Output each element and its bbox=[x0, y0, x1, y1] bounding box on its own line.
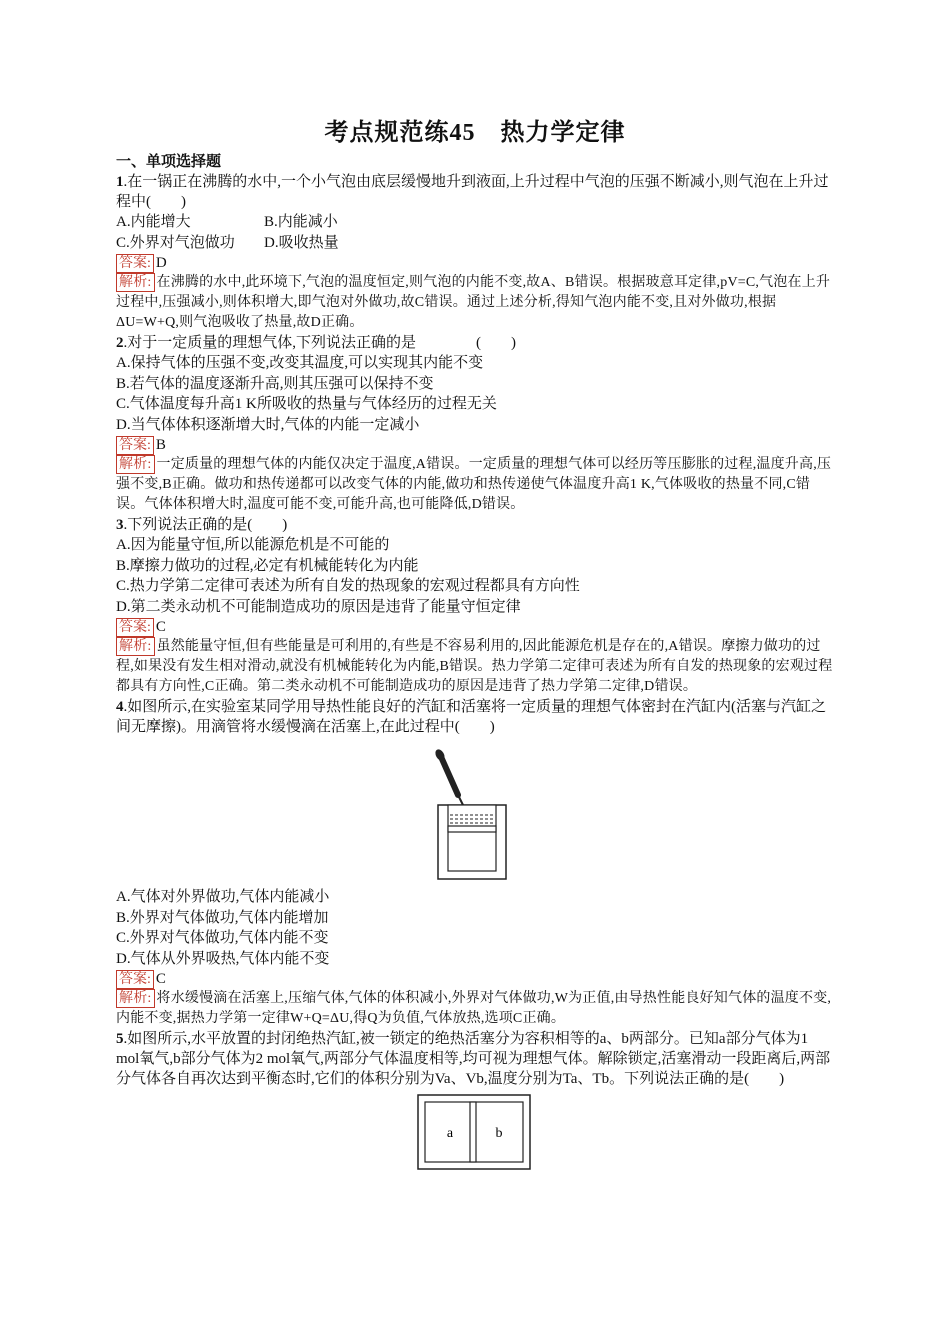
page-title: 考点规范练45 热力学定律 bbox=[324, 120, 626, 146]
explanation-text: 将水缓慢滴在活塞上,压缩气体,气体的体积减小,外界对气体做功,W为正值,由导热性能良好知气体的温度不变,内能不变,据热力学第一定律W+Q=ΔU,得Q为负值,气体放热,选项C正确。 bbox=[116, 991, 832, 1026]
option-b: B.内能减小 bbox=[264, 214, 338, 230]
question-2 bbox=[116, 333, 834, 515]
horizontal-cylinder-diagram bbox=[116, 1093, 834, 1173]
analysis-tag: 解析: bbox=[116, 455, 155, 474]
question-number: 1 bbox=[116, 174, 124, 190]
option-b: B.外界对气体做功,气体内能增加 bbox=[116, 909, 329, 926]
question-stem: .在一锅正在沸腾的水中,一个小气泡由底层缓慢地升到液面,上升过程中气泡的压强不断减小,则气泡在上升过程中( ) bbox=[116, 174, 829, 210]
piston bbox=[470, 1102, 476, 1162]
question-stem: .对于一定质量的理想气体,下列说法正确的是 ( ) bbox=[123, 335, 516, 351]
chamber-a-label: a bbox=[446, 1126, 454, 1141]
section-heading: 一、单项选择题 bbox=[116, 154, 222, 170]
question-5 bbox=[116, 1029, 834, 1173]
question-number: 3 bbox=[116, 517, 124, 533]
worksheet-page bbox=[116, 112, 834, 1177]
option-d: D.气体从外界吸热,气体内能不变 bbox=[116, 950, 330, 967]
option-c: C.外界对气泡做功 bbox=[116, 234, 235, 251]
analysis-tag: 解析: bbox=[116, 989, 155, 1008]
explanation-text: 在沸腾的水中,此环境下,气泡的温度恒定,则气泡的内能不变,故A、B错误。根据玻意耳定律,pV=C,气泡在上升过程中,压强减小,则体积增大,即气泡对外做功,故C错误。通过上述分析,得知气泡内能不变,且对外做功,根据ΔU=W+Q,则气泡吸收了热量,故D正确。 bbox=[116, 275, 831, 330]
question-stem: .如图所示,在实验室某同学用导热性能良好的汽缸和活塞将一定质量的理想气体密封在汽缸内(活塞与汽缸之间无摩擦)。用滴管将水缓慢滴在活塞上,在此过程中( ) bbox=[116, 699, 826, 735]
analysis-tag: 解析: bbox=[116, 637, 155, 656]
question-number: 4 bbox=[116, 699, 124, 715]
answer-tag: 答案: bbox=[116, 970, 154, 989]
option-a: A.气体对外界做功,气体内能减小 bbox=[116, 889, 330, 905]
explanation-text: 一定质量的理想气体的内能仅决定于温度,A错误。一定质量的理想气体可以经历等压膨胀的过程,温度升高,压强不变,B正确。做功和热传递都可以改变气体的内能,做功和热传递使气体温度升高1 K,气体吸收的热量不同,C错误。气体体积增大时,温度可能不变,可能升高,也可能降低,D错误。 bbox=[116, 457, 832, 512]
question-1 bbox=[116, 172, 834, 333]
answer-value: C bbox=[155, 971, 166, 987]
cylinder-icon bbox=[438, 805, 506, 879]
chamber-b-label: b bbox=[495, 1126, 503, 1141]
answer-value: C bbox=[155, 619, 166, 635]
option-c: C.热力学第二定律可表述为所有自发的热现象的宏观过程都具有方向性 bbox=[116, 578, 580, 594]
option-a: A.保持气体的压强不变,改变其温度,可以实现其内能不变 bbox=[116, 355, 484, 371]
answer-tag: 答案: bbox=[116, 436, 154, 455]
answer-value: D bbox=[155, 255, 167, 271]
option-c: C.外界对气体做功,气体内能不变 bbox=[116, 930, 329, 946]
answer-tag: 答案: bbox=[116, 618, 154, 637]
question-3 bbox=[116, 515, 834, 697]
option-a: A.内能增大 bbox=[116, 214, 191, 230]
option-d: D.当气体体积逐渐增大时,气体的内能一定减小 bbox=[116, 416, 420, 433]
option-d: D.第二类永动机不可能制造成功的原因是违背了能量守恒定律 bbox=[116, 598, 521, 615]
question-stem: .下列说法正确的是( ) bbox=[123, 517, 288, 533]
horizontal-cylinder-figure bbox=[116, 1093, 834, 1173]
question-number: 5 bbox=[116, 1031, 124, 1047]
question-stem: .如图所示,水平放置的封闭绝热汽缸,被一锁定的绝热活塞分为容积相等的a、b两部分。已知a部分气体为1 mol氧气,b部分气体为2 mol氧气,两部分气体温度相等,均可视为理想气体。解除锁定,活塞滑动一段距离后,两部分气体各自再次达到平衡态时,它们的体积分别为Va、Vb,温度分别为Ta、Tb。下列说法正确的是( ) bbox=[116, 1031, 831, 1087]
cylinder-dropper-diagram bbox=[116, 743, 834, 883]
question-number: 2 bbox=[116, 335, 124, 351]
analysis-tag: 解析: bbox=[116, 273, 155, 292]
question-4 bbox=[116, 697, 834, 1029]
answer-value: B bbox=[155, 437, 166, 453]
option-b: B.若气体的温度逐渐升高,则其压强可以保持不变 bbox=[116, 375, 434, 392]
option-b: B.摩擦力做功的过程,必定有机械能转化为内能 bbox=[116, 557, 419, 574]
option-a: A.因为能量守恒,所以能源危机是不可能的 bbox=[116, 537, 390, 553]
explanation-text: 虽然能量守恒,但有些能量是可利用的,有些是不容易利用的,因此能源危机是存在的,A错误。摩擦力做功的过程,如果没有发生相对滑动,就没有机械能转化为内能,B错误。热力学第二定律可表述为所有自发的热现象的宏观过程都具有方向性,C正确。第二类永动机不可能制造成功的原因是违背了热力学第二定律,D错误。 bbox=[116, 639, 833, 694]
option-d: D.吸收热量 bbox=[264, 234, 339, 251]
answer-tag: 答案: bbox=[116, 254, 154, 273]
cylinder-figure bbox=[116, 743, 834, 883]
option-c: C.气体温度每升高1 K所吸收的热量与气体经历的过程无关 bbox=[116, 396, 497, 412]
dropper-icon bbox=[434, 748, 467, 813]
